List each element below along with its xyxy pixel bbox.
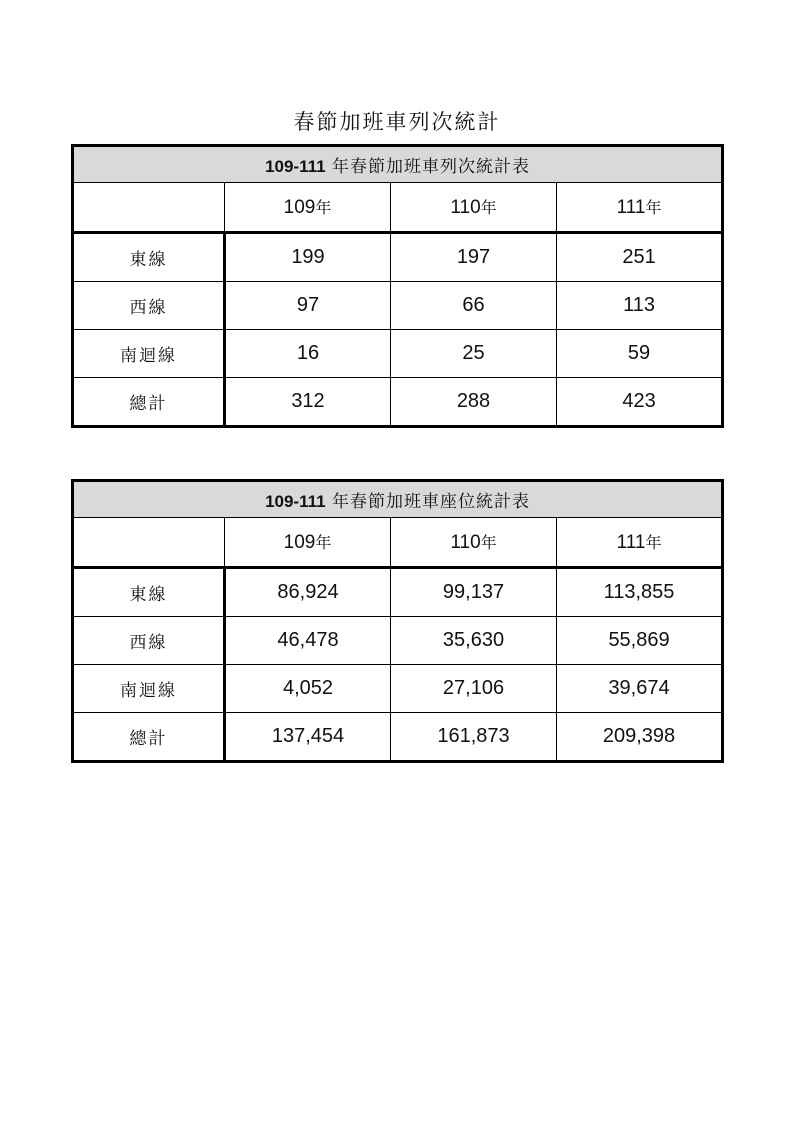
table-cell: 86,924 xyxy=(225,568,391,617)
caption-year-range: 109-111 xyxy=(265,492,326,511)
caption-year-range: 109-111 xyxy=(265,157,326,176)
table-cell: 161,873 xyxy=(391,713,557,762)
table-caption-row xyxy=(73,146,723,183)
caption-text: 年春節加班車列次統計表 xyxy=(325,157,530,177)
table-row xyxy=(73,713,723,762)
column-header xyxy=(557,518,723,568)
table-cell: 113 xyxy=(557,282,723,330)
table-row xyxy=(73,568,723,617)
column-year: 110 xyxy=(450,197,481,218)
table-cell: 16 xyxy=(225,330,391,378)
row-label: 東線 xyxy=(73,568,225,617)
table-cell: 423 xyxy=(557,378,723,427)
column-header xyxy=(391,518,557,568)
table-cell: 288 xyxy=(391,378,557,427)
column-year: 111 xyxy=(616,197,646,218)
table-cell: 46,478 xyxy=(225,617,391,665)
column-header xyxy=(225,183,391,233)
column-header xyxy=(557,183,723,233)
table-row xyxy=(73,282,723,330)
row-label: 南迴線 xyxy=(73,665,225,713)
row-label: 西線 xyxy=(73,617,225,665)
column-year: 109 xyxy=(283,197,316,218)
table-cell: 251 xyxy=(557,233,723,282)
table-header-row xyxy=(73,183,723,233)
table-cell: 137,454 xyxy=(225,713,391,762)
table-row xyxy=(73,378,723,427)
seat-count-table xyxy=(71,479,724,763)
table-cell: 59 xyxy=(557,330,723,378)
column-unit: 年 xyxy=(315,533,332,552)
table-cell: 25 xyxy=(391,330,557,378)
column-unit: 年 xyxy=(480,533,497,552)
table-cell: 209,398 xyxy=(557,713,723,762)
table-caption xyxy=(73,481,723,518)
column-year: 110 xyxy=(450,532,481,553)
table-cell: 97 xyxy=(225,282,391,330)
table-cell: 66 xyxy=(391,282,557,330)
row-label: 總計 xyxy=(73,378,225,427)
column-year: 111 xyxy=(616,532,646,553)
row-label: 東線 xyxy=(73,233,225,282)
page-title: 春節加班車列次統計 xyxy=(293,110,501,134)
column-unit: 年 xyxy=(645,198,662,217)
column-header xyxy=(225,518,391,568)
row-label: 西線 xyxy=(73,282,225,330)
table-caption xyxy=(73,146,723,183)
table-cell: 197 xyxy=(391,233,557,282)
table-row xyxy=(73,617,723,665)
caption-text: 年春節加班車座位統計表 xyxy=(325,492,530,512)
table-row xyxy=(73,665,723,713)
table-cell: 4,052 xyxy=(225,665,391,713)
table-cell: 99,137 xyxy=(391,568,557,617)
column-unit: 年 xyxy=(480,198,497,217)
column-year: 109 xyxy=(283,532,316,553)
table-header-row xyxy=(73,518,723,568)
table-cell: 27,106 xyxy=(391,665,557,713)
row-label: 總計 xyxy=(73,713,225,762)
row-label: 南迴線 xyxy=(73,330,225,378)
table-cell: 55,869 xyxy=(557,617,723,665)
column-header xyxy=(391,183,557,233)
corner-cell xyxy=(73,518,225,568)
table-row xyxy=(73,330,723,378)
table-row xyxy=(73,233,723,282)
table-cell: 199 xyxy=(225,233,391,282)
column-unit: 年 xyxy=(315,198,332,217)
table-cell: 39,674 xyxy=(557,665,723,713)
train-count-table xyxy=(71,144,724,428)
table-cell: 312 xyxy=(225,378,391,427)
table-caption-row xyxy=(73,481,723,518)
table-cell: 35,630 xyxy=(391,617,557,665)
table-cell: 113,855 xyxy=(557,568,723,617)
column-unit: 年 xyxy=(645,533,662,552)
corner-cell xyxy=(73,183,225,233)
